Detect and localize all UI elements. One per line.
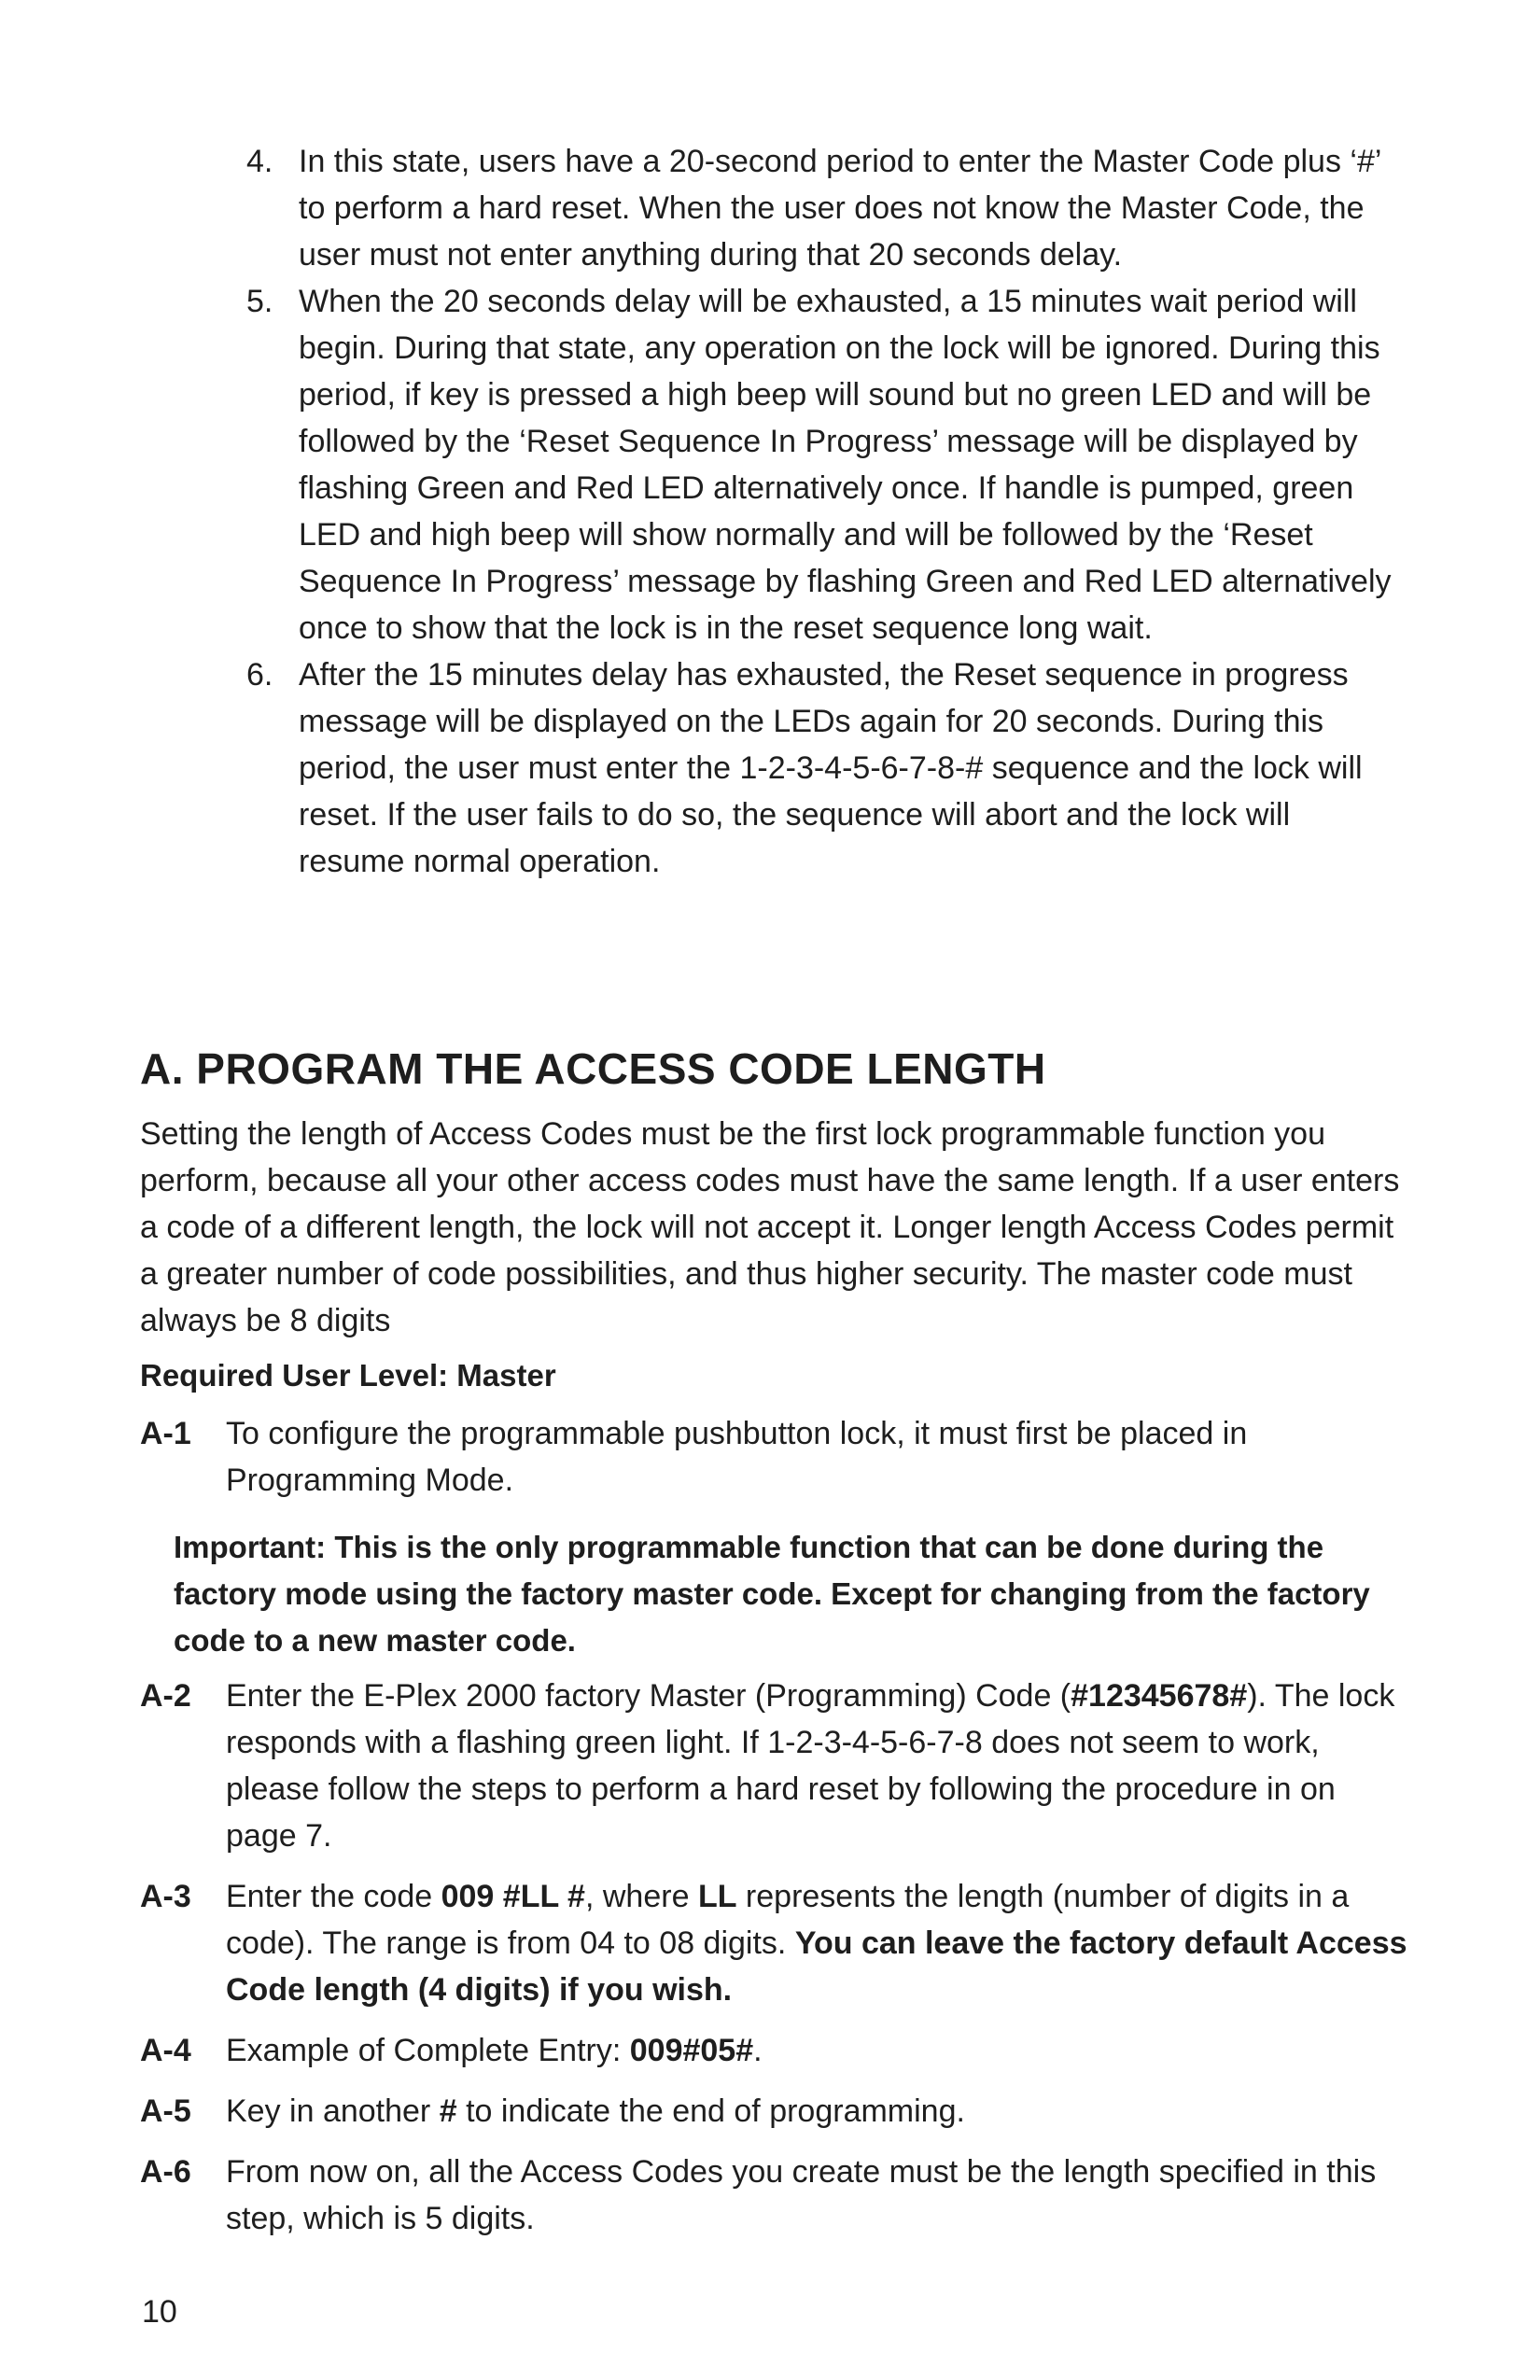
step-text-part: represents the length (number of digits in a code). The range is from 04 to 08 digits. — [226, 1879, 1350, 1961]
hash-key: # — [439, 2093, 457, 2129]
step-label: A-4 — [140, 2033, 191, 2068]
list-item-number: 4. — [246, 144, 273, 179]
ll-term: LL — [697, 1879, 737, 1914]
step-a6 — [140, 2149, 1409, 2242]
list-item-text: After the 15 minutes delay has exhausted, the Reset sequence in progress message will be displayed on the LEDs again for 20 seconds. During this period, the user must enter the 1-2-3-4-5-6-7-8-# sequence and the lock will reset. If the user fails to do so, the sequence will abort and the lock will resume normal operation. — [299, 657, 1363, 879]
step-text-part: Key in another — [226, 2093, 440, 2129]
step-text-part: ). The lock responds with a flashing green light. If 1-2-3-4-5-6-7-8 does not seem to work, please follow the steps to perform a hard reset by following the procedure in on page 7. — [226, 1678, 1395, 1854]
step-text-part: Enter the E-Plex 2000 factory Master (Programming) Code ( — [226, 1678, 1071, 1714]
step-a1 — [140, 1410, 1409, 1504]
list-item — [246, 278, 1404, 651]
list-item-number: 6. — [246, 657, 273, 693]
section-intro: Setting the length of Access Codes must be the first lock programmable function you perform, because all your other access codes must have the same length. If a user enters a code of a different length, the lock will not accept it. Longer length Access Codes permit a greater number of code possibilities, and thus higher security. The master code must always be 8 digits — [140, 1116, 1400, 1338]
factory-code: #12345678# — [1071, 1678, 1248, 1714]
page-number: 10 — [142, 2294, 177, 2330]
numbered-list — [246, 138, 1404, 885]
step-text — [226, 2088, 1409, 2135]
step-label: A-3 — [140, 1879, 191, 1914]
step-a3 — [140, 1873, 1409, 2013]
step-a2 — [140, 1673, 1409, 1859]
important-note: Important: This is the only programmable function that can be done during the factory mode using the factory master code. Except for changing from the factory code to a new master code. — [174, 1530, 1370, 1658]
program-code: 009 #LL # — [441, 1879, 585, 1914]
step-label: A-6 — [140, 2154, 191, 2190]
list-item-text: When the 20 seconds delay will be exhausted, a 15 minutes wait period will begin. During that state, any operation on the lock will be ignored. During this period, if key is pressed a high beep will sound but no green LED and will be followed by the ‘Reset Sequence In Progress’ message will be displayed by flashing Green and Red LED alternatively once. If handle is pumped, green LED and high beep will show normally and will be followed by the ‘Reset Sequence In Progress’ message by flashing Green and Red LED alternatively once to show that the lock is in the reset sequence long wait. — [299, 284, 1392, 646]
list-item — [246, 138, 1404, 278]
step-text — [226, 2027, 1409, 2074]
example-code: 009#05# — [629, 2033, 754, 2068]
step-text — [226, 1873, 1409, 2013]
list-item — [246, 651, 1404, 885]
step-text: To configure the programmable pushbutton lock, it must first be placed in Programming Mode. — [226, 1416, 1248, 1498]
section-heading: A. PROGRAM THE ACCESS CODE LENGTH — [140, 1044, 1046, 1093]
step-text-part: Enter the code — [226, 1879, 441, 1914]
step-text-part: to indicate the end of programming. — [456, 2093, 965, 2129]
step-label: A-1 — [140, 1416, 191, 1451]
default-length-note: You can leave the factory default Access Code length (4 digits) if you wish. — [226, 1925, 1407, 2008]
step-a4 — [140, 2027, 1409, 2074]
step-text — [226, 1673, 1409, 1859]
step-text-part: Example of Complete Entry: — [226, 2033, 630, 2068]
step-text-part: , where — [584, 1879, 698, 1914]
step-label: A-2 — [140, 1678, 191, 1714]
list-item-number: 5. — [246, 284, 273, 319]
required-user-level: Required User Level: Master — [140, 1358, 556, 1393]
step-a5 — [140, 2088, 1409, 2135]
step-text-part: . — [753, 2033, 763, 2068]
list-item-text: In this state, users have a 20-second period to enter the Master Code plus ‘#’ to perform a hard reset. When the user does not know the Master Code, the user must not enter anything during that 20 seconds delay. — [299, 144, 1381, 273]
step-label: A-5 — [140, 2093, 191, 2129]
step-text: From now on, all the Access Codes you create must be the length specified in this step, which is 5 digits. — [226, 2154, 1377, 2236]
